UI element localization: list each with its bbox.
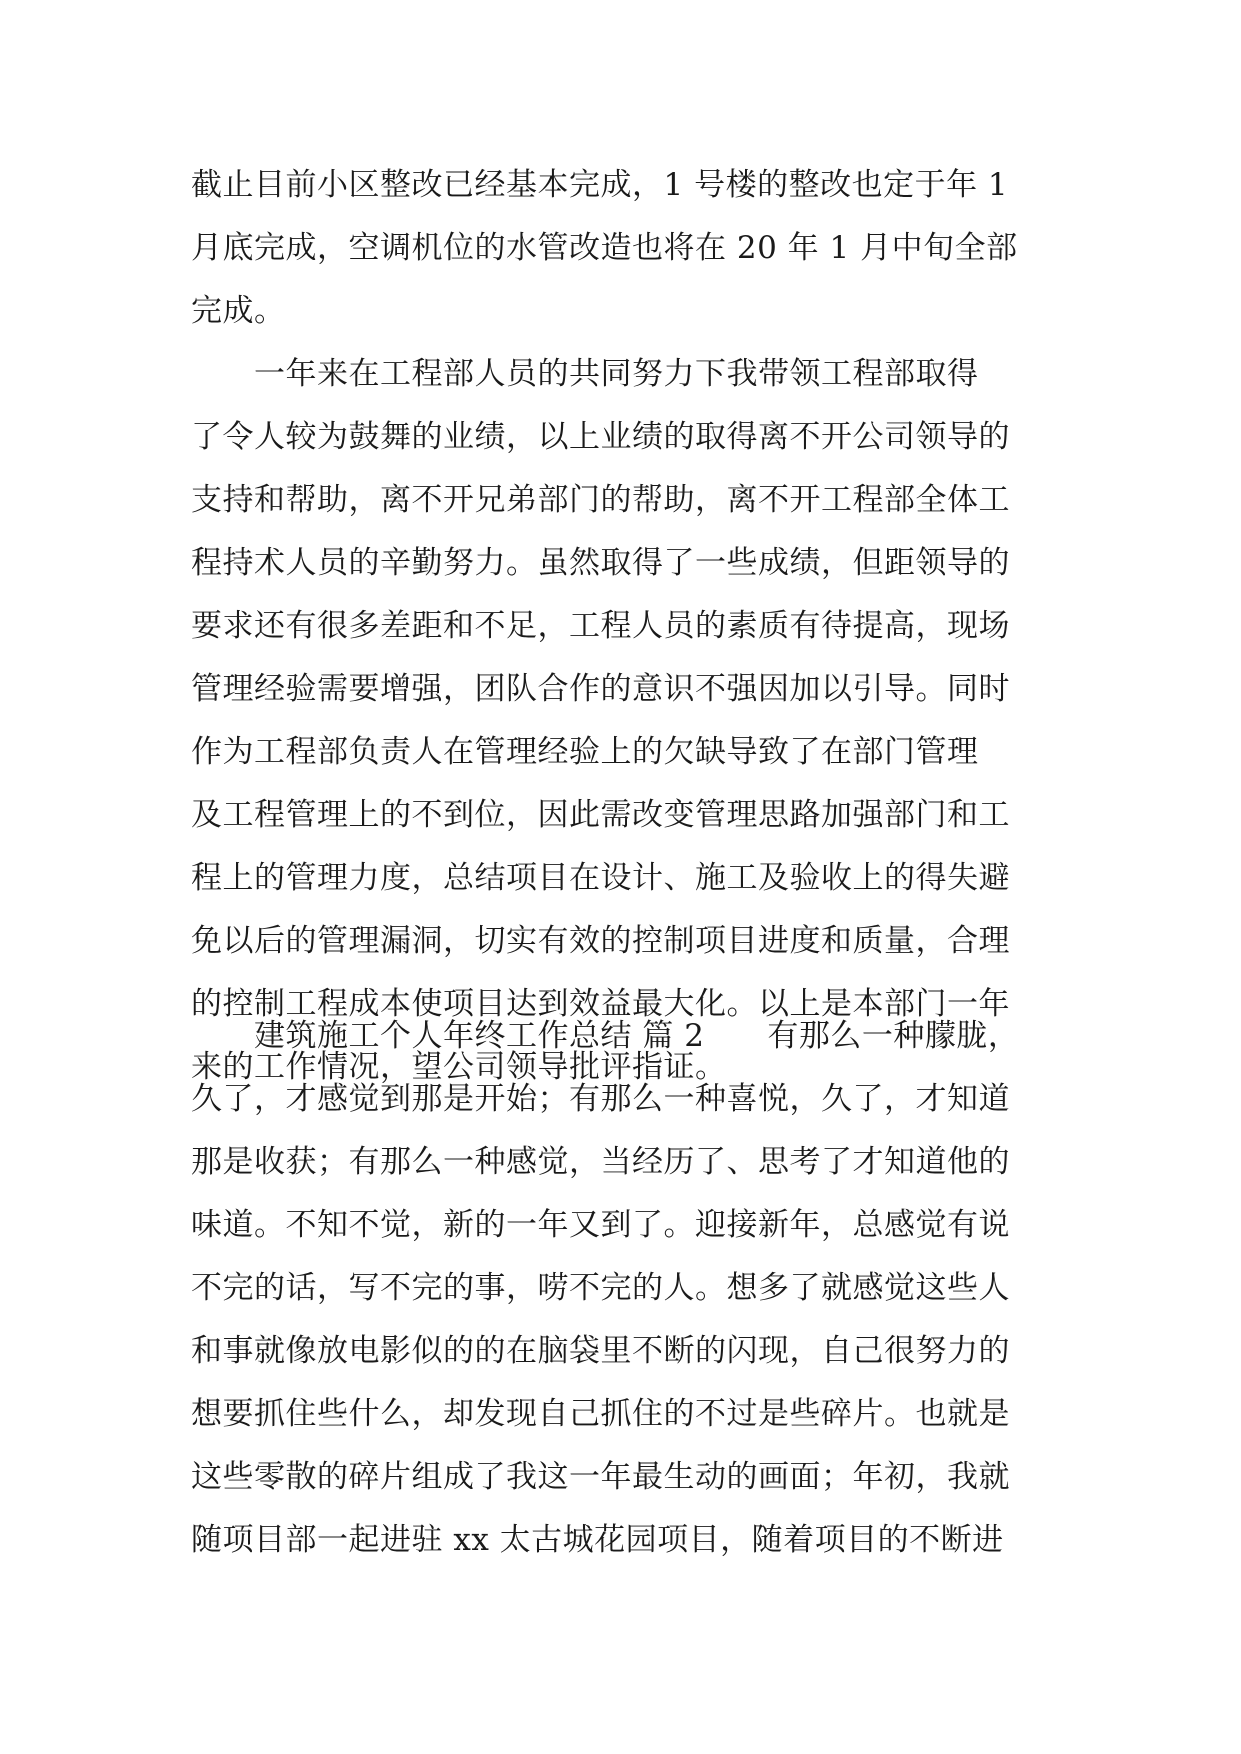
text-line: 味道。不知不觉，新的一年又到了。迎接新年，总感觉有说	[191, 1207, 1010, 1243]
text-line: 久了，才感觉到那是开始；有那么一种喜悦，久了，才知道	[191, 1081, 1010, 1117]
text-line: 了令人较为鼓舞的业绩，以上业绩的取得离不开公司领导的	[191, 419, 1010, 455]
paragraph-2	[191, 343, 1051, 1099]
text-line: 这些零散的碎片组成了我这一年最生动的画面；年初，我就	[191, 1459, 1010, 1495]
text-line: 免以后的管理漏洞，切实有效的控制项目进度和质量，合理	[191, 923, 1010, 959]
paragraph-1	[191, 154, 1051, 343]
text-line: 建筑施工个人年终工作总结 篇 2 有那么一种朦胧，	[191, 1018, 1020, 1054]
text-line: 那是收获；有那么一种感觉，当经历了、思考了才知道他的	[191, 1144, 1010, 1180]
text-line: 及工程管理上的不到位，因此需改变管理思路加强部门和工	[191, 797, 1010, 833]
text-line: 支持和帮助，离不开兄弟部门的帮助，离不开工程部全体工	[191, 482, 1010, 518]
text-line: 不完的话，写不完的事，唠不完的人。想多了就感觉这些人	[191, 1270, 1010, 1306]
text-line: 一年来在工程部人员的共同努力下我带领工程部取得	[191, 356, 979, 392]
text-line: 的控制工程成本使项目达到效益最大化。以上是本部门一年	[191, 986, 1010, 1022]
text-line: 管理经验需要增强，团队合作的意识不强因加以引导。同时	[191, 671, 1010, 707]
text-line: 要求还有很多差距和不足，工程人员的素质有待提高，现场	[191, 608, 1010, 644]
text-line: 程持术人员的辛勤努力。虽然取得了一些成绩，但距领导的	[191, 545, 1010, 581]
text-line: 和事就像放电影似的的在脑袋里不断的闪现，自己很努力的	[191, 1333, 1010, 1369]
text-line: 随项目部一起进驻 xx 太古城花园项目，随着项目的不断进	[191, 1522, 1004, 1558]
text-line: 来的工作情况，望公司领导批评指证。	[191, 1049, 727, 1085]
text-line: 完成。	[191, 293, 286, 329]
text-line: 作为工程部负责人在管理经验上的欠缺导致了在部门管理	[191, 734, 979, 770]
text-line: 程上的管理力度，总结项目在设计、施工及验收上的得失避	[191, 860, 1010, 896]
text-line: 想要抓住些什么，却发现自己抓住的不过是些碎片。也就是	[191, 1396, 1010, 1432]
text-line: 月底完成，空调机位的水管改造也将在 20 年 1 月中旬全部	[191, 230, 1018, 266]
paragraph-3	[191, 1005, 1051, 1572]
text-line: 截止目前小区整改已经基本完成，1 号楼的整改也定于年 1	[191, 167, 1009, 203]
